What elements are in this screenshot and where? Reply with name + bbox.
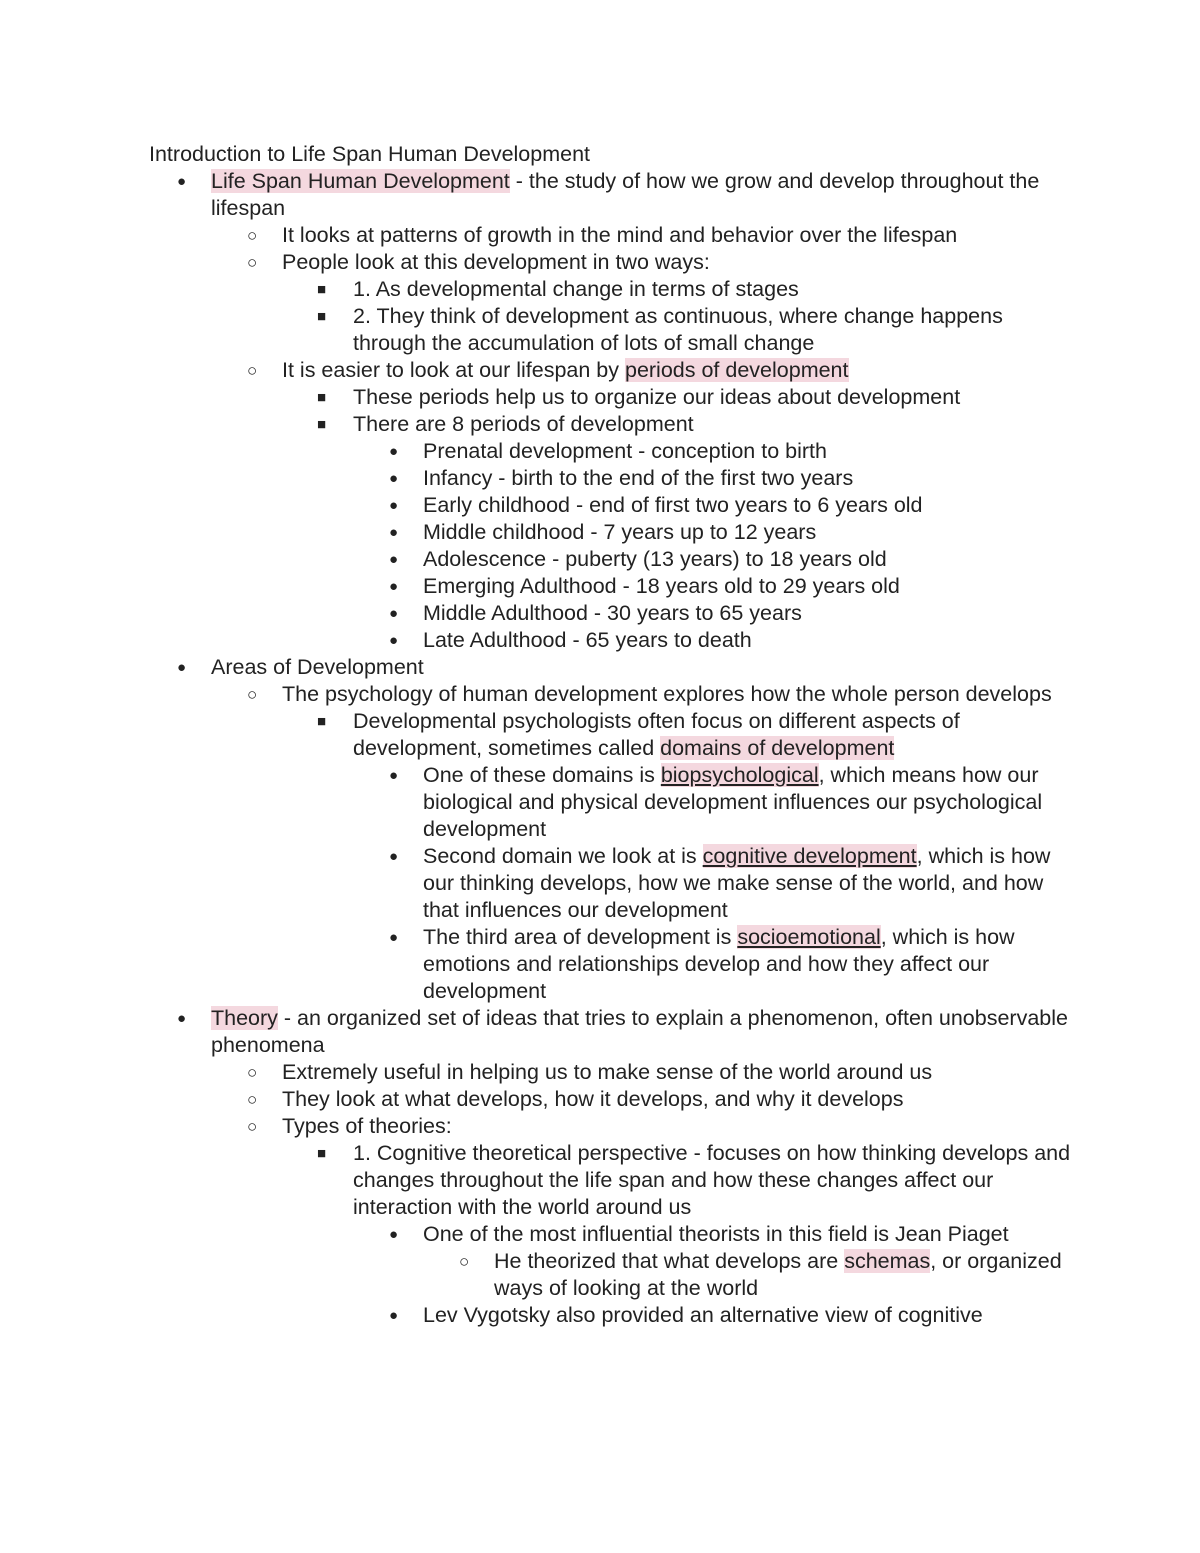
item-text: The psychology of human development explores how the whole person develops: [282, 682, 1052, 706]
item-text: These periods help us to organize our ideas about development: [353, 385, 961, 409]
item-text: , which means how our biological and physical development influences our psychological development: [423, 763, 1043, 841]
item-text: Infancy - birth to the end of the first two years: [423, 466, 854, 490]
list-item: [149, 1248, 1079, 1302]
item-text: Extremely useful in helping us to make sense of the world around us: [282, 1060, 933, 1084]
item-text: 1. As developmental change in terms of stages: [353, 277, 799, 301]
filled-bullet-icon: ●: [389, 497, 399, 514]
item-text: Middle Adulthood - 30 years to 65 years: [423, 601, 802, 625]
list-item: [149, 1113, 1079, 1140]
item-text: People look at this development in two ways:: [282, 250, 710, 274]
item-text: 1. Cognitive theoretical perspective - focuses on how thinking develops and changes throughout the life span and how these changes affect our interaction with the world around us: [353, 1141, 1071, 1219]
list-item: [149, 924, 1079, 1005]
list-item: [149, 465, 1079, 492]
square-bullet-icon: ■: [317, 389, 327, 406]
list-item: [149, 600, 1079, 627]
list-item: [149, 249, 1079, 276]
item-text: Middle childhood - 7 years up to 12 years: [423, 520, 817, 544]
item-text: One of these domains is: [423, 763, 661, 787]
highlighted-term: periods of development: [624, 358, 849, 382]
filled-bullet-icon: ●: [389, 605, 399, 622]
list-item: [149, 168, 1079, 222]
list-item: [149, 843, 1079, 924]
item-text: Developmental psychologists often focus on different aspects of development, sometimes called: [353, 709, 960, 760]
hollow-bullet-icon: ○: [247, 253, 258, 272]
list-item: [149, 411, 1079, 438]
list-item: [149, 573, 1079, 600]
item-text: There are 8 periods of development: [353, 412, 694, 436]
filled-bullet-icon: ●: [389, 632, 399, 649]
list-item: [149, 438, 1079, 465]
list-item: [149, 654, 1079, 681]
item-text: , which is how our thinking develops, how we make sense of the world, and how that influences our development: [423, 844, 1051, 922]
list-item: [149, 627, 1079, 654]
list-item: [149, 492, 1079, 519]
document-body: [149, 141, 1079, 1329]
list-item: [149, 222, 1079, 249]
item-text: The third area of development is: [423, 925, 738, 949]
list-item: [149, 762, 1079, 843]
item-text: Adolescence - puberty (13 years) to 18 years old: [423, 547, 887, 571]
filled-bullet-icon: ●: [177, 173, 187, 190]
item-text: Late Adulthood - 65 years to death: [423, 628, 752, 652]
item-text: 2. They think of development as continuous, where change happens through the accumulation of lots of small change: [353, 304, 1003, 355]
hollow-bullet-icon: ○: [247, 361, 258, 380]
item-text: Lev Vygotsky also provided an alternative view of cognitive: [423, 1303, 983, 1327]
list-item: [149, 681, 1079, 708]
filled-bullet-icon: ●: [177, 659, 187, 676]
hollow-bullet-icon: ○: [247, 226, 258, 245]
item-text: Early childhood - end of first two years to 6 years old: [423, 493, 923, 517]
filled-bullet-icon: ●: [389, 1226, 399, 1243]
list-item: [149, 1059, 1079, 1086]
filled-bullet-icon: ●: [389, 551, 399, 568]
item-text: He theorized that what develops are: [494, 1249, 845, 1273]
list-item: [149, 1221, 1079, 1248]
square-bullet-icon: ■: [317, 713, 327, 730]
square-bullet-icon: ■: [317, 308, 327, 325]
item-text: Areas of Development: [211, 655, 424, 679]
list-item: [149, 1302, 1079, 1329]
hollow-bullet-icon: ○: [247, 1063, 258, 1082]
item-text: It is easier to look at our lifespan by: [282, 358, 625, 382]
item-text: - the study of how we grow and develop throughout the lifespan: [211, 169, 1040, 220]
filled-bullet-icon: ●: [177, 1010, 187, 1027]
filled-bullet-icon: ●: [389, 524, 399, 541]
hollow-bullet-icon: ○: [247, 1117, 258, 1136]
item-text: , or organized ways of looking at the world: [494, 1249, 1062, 1300]
highlighted-term: biopsychological: [660, 763, 819, 787]
document-title: Introduction to Life Span Human Development: [149, 142, 591, 166]
item-text: They look at what develops, how it develops, and why it develops: [282, 1087, 904, 1111]
item-text: - an organized set of ideas that tries to explain a phenomenon, often unobservable phenomena: [211, 1006, 1068, 1057]
item-text: Emerging Adulthood - 18 years old to 29 years old: [423, 574, 900, 598]
filled-bullet-icon: ●: [389, 929, 399, 946]
item-text: One of the most influential theorists in this field is Jean Piaget: [423, 1222, 1009, 1246]
list-item: [149, 1086, 1079, 1113]
list-item: [149, 1005, 1079, 1059]
filled-bullet-icon: ●: [389, 848, 399, 865]
list-item: [149, 276, 1079, 303]
filled-bullet-icon: ●: [389, 470, 399, 487]
list-item: [149, 519, 1079, 546]
item-text: Types of theories:: [282, 1114, 452, 1138]
highlighted-term: cognitive development: [702, 844, 917, 868]
item-text: It looks at patterns of growth in the mind and behavior over the lifespan: [282, 223, 958, 247]
square-bullet-icon: ■: [317, 416, 327, 433]
list-item: [149, 357, 1079, 384]
hollow-bullet-icon: ○: [247, 1090, 258, 1109]
filled-bullet-icon: ●: [389, 1307, 399, 1324]
square-bullet-icon: ■: [317, 1145, 327, 1162]
hollow-bullet-icon: ○: [247, 685, 258, 704]
item-text: Prenatal development - conception to birth: [423, 439, 827, 463]
list-item: [149, 546, 1079, 573]
list-item: [149, 303, 1079, 357]
item-text: Second domain we look at is: [423, 844, 703, 868]
highlighted-term: domains of development: [660, 736, 895, 760]
highlighted-term: Theory: [211, 1006, 278, 1030]
filled-bullet-icon: ●: [389, 578, 399, 595]
filled-bullet-icon: ●: [389, 443, 399, 460]
list-item: [149, 384, 1079, 411]
square-bullet-icon: ■: [317, 281, 327, 298]
list-item: [149, 1140, 1079, 1221]
hollow-bullet-icon: ○: [459, 1252, 470, 1271]
filled-bullet-icon: ●: [389, 767, 399, 784]
item-text: , which is how emotions and relationships develop and how they affect our development: [423, 925, 1015, 1003]
outline-list: [149, 168, 1079, 1329]
highlighted-term: schemas: [844, 1249, 931, 1273]
highlighted-term: socioemotional: [737, 925, 881, 949]
highlighted-term: Life Span Human Development: [211, 169, 510, 193]
list-item: [149, 708, 1079, 762]
